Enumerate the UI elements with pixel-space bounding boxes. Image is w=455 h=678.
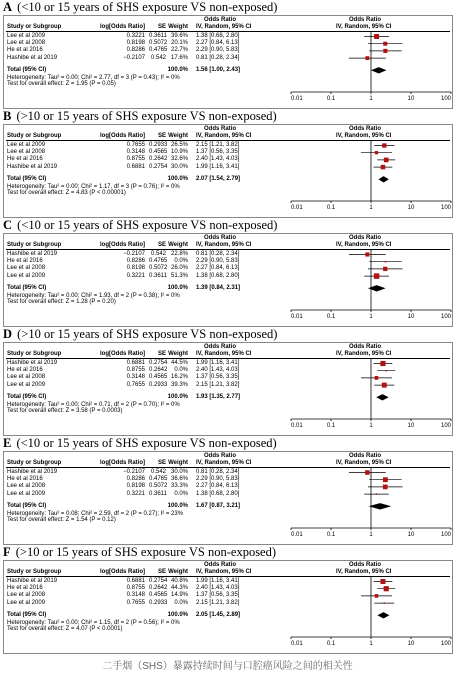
row-weight: 44.3% <box>170 585 188 592</box>
header-study: Study or Subgroup <box>7 24 62 30</box>
study-marker <box>384 158 389 163</box>
row-se: 0.3611 <box>149 272 167 279</box>
overall-effect-text: Test for overall effect: Z = 3.58 (P = 0.0003) <box>7 408 123 415</box>
row-log-or: 0.7655 <box>126 142 145 148</box>
header-study: Study or Subgroup <box>7 569 62 575</box>
x-axis-tick-label: 100 <box>440 314 451 320</box>
row-study: Hashibe et al 2019 <box>7 251 58 257</box>
row-ci: 1.38 [0.68, 2.80] <box>196 272 240 279</box>
header-odds-ratio-right: Odds Ratio <box>349 235 382 241</box>
header-odds-ratio-left: Odds Ratio <box>204 562 237 568</box>
study-marker <box>384 602 386 604</box>
row-log-or: 0.8755 <box>126 367 145 374</box>
row-ci: 1.37 [0.56, 3.35] <box>196 149 240 156</box>
header-weight: Weight <box>168 242 188 248</box>
row-se: 0.2933 <box>149 142 168 148</box>
total-ci: 1.56 [1.00, 2.43] <box>196 66 241 73</box>
row-study: Lee et al 2008 <box>7 265 46 272</box>
pooled-estimate-diamond <box>379 176 389 182</box>
row-weight: 0.0% <box>174 599 188 606</box>
forest-panel-b <box>0 109 455 218</box>
row-log-or: 0.3221 <box>126 272 145 279</box>
row-se: 0.3611 <box>149 33 167 39</box>
header-odds-ratio-right: Odds Ratio <box>349 17 382 23</box>
row-se: 0.2933 <box>149 599 168 606</box>
row-ci: 0.81 [0.28, 2.34] <box>196 251 240 257</box>
total-weight: 100.0% <box>167 611 188 618</box>
row-study: Hashibe et al 2019 <box>7 360 58 366</box>
study-marker <box>381 165 386 170</box>
x-axis-tick-label: 0.01 <box>291 96 303 102</box>
panel-subtitle: (<10 or 15 years of SHS exposure VS non-exposed) <box>14 0 278 14</box>
row-log-or: −0.2107 <box>123 54 145 61</box>
panel-letter: B <box>3 109 12 123</box>
total-label: Total (95% CI) <box>7 393 47 400</box>
row-se: 0.542 <box>150 469 166 475</box>
x-axis-tick-label: 10 <box>407 641 415 647</box>
study-marker <box>385 370 387 372</box>
total-ci: 2.07 [1.54, 2.79] <box>196 175 241 182</box>
forest-panel-f <box>0 545 455 654</box>
row-se: 0.5072 <box>149 265 168 272</box>
figure-caption: 二手烟（SHS）暴露持续时间与口腔癌风险之间的相关性 <box>102 661 353 672</box>
total-label: Total (95% CI) <box>7 611 47 618</box>
study-marker <box>380 361 385 366</box>
row-weight: 30.0% <box>170 469 188 475</box>
row-weight: 0.0% <box>174 258 188 265</box>
total-weight: 100.0% <box>167 284 188 291</box>
header-log-or: log[Odds Ratio] <box>100 460 145 466</box>
row-study: Lee et al 2009 <box>7 381 46 388</box>
total-label: Total (95% CI) <box>7 175 47 182</box>
row-ci: 1.38 [0.68, 2.80] <box>196 490 240 497</box>
row-ci: 1.37 [0.56, 3.35] <box>196 592 240 599</box>
x-axis-tick-label: 10 <box>407 532 415 538</box>
row-study: Lee et al 2009 <box>7 33 46 39</box>
row-log-or: 0.3148 <box>126 374 145 381</box>
row-study: Lee et al 2009 <box>7 272 46 279</box>
row-ci: 0.81 [0.28, 2.34] <box>196 54 240 61</box>
row-se: 0.4765 <box>149 258 168 265</box>
row-log-or: 0.3221 <box>126 490 145 497</box>
header-weight: Weight <box>168 24 188 30</box>
header-weight: Weight <box>168 569 188 575</box>
row-ci: 2.15 [1.21, 3.82] <box>196 381 240 388</box>
header-or-right: IV, Random, 95% CI <box>336 242 392 248</box>
panel-subtitle: (<10 or 15 years of SHS exposure VS non-exposed) <box>13 436 277 450</box>
overall-effect-text: Test for overall effect: Z = 1.54 (P = 0.12) <box>7 517 116 524</box>
row-ci: 2.40 [1.43, 4.03] <box>196 367 240 374</box>
header-or-right: IV, Random, 95% CI <box>336 24 392 30</box>
panel-letter: F <box>3 545 11 559</box>
row-weight: 40.8% <box>170 578 188 584</box>
row-weight: 22.7% <box>170 47 188 54</box>
header-odds-ratio-right: Odds Ratio <box>349 344 382 350</box>
heterogeneity-text: Heterogeneity: Tau² = 0.00; Chi² = 1.93, df = 2 (P = 0.38); I² = 0% <box>7 292 180 299</box>
row-se: 0.4565 <box>149 374 168 381</box>
row-se: 0.542 <box>150 251 166 257</box>
x-axis-tick-label: 0.01 <box>291 532 303 538</box>
row-log-or: 0.6881 <box>126 360 145 366</box>
forest-table <box>3 124 453 218</box>
x-axis-tick-label: 0.1 <box>326 96 336 102</box>
study-marker <box>383 485 388 490</box>
study-marker <box>375 594 379 598</box>
forest-plot-area <box>4 561 452 653</box>
row-weight: 0.0% <box>174 490 188 497</box>
row-weight: 30.0% <box>170 163 188 170</box>
total-ci: 1.67 [0.87, 3.21] <box>196 502 241 509</box>
row-weight: 39.6% <box>170 33 188 39</box>
study-marker <box>383 49 387 53</box>
pooled-estimate-diamond <box>376 394 388 400</box>
study-marker <box>383 267 387 271</box>
row-weight: 32.6% <box>170 156 188 163</box>
total-label: Total (95% CI) <box>7 284 47 291</box>
row-study: Hashibe et al 2019 <box>7 163 58 170</box>
row-study: He et al 2016 <box>7 367 43 374</box>
header-or-right: IV, Random, 95% CI <box>336 351 392 357</box>
header-or-right: IV, Random, 95% CI <box>336 569 392 575</box>
row-ci: 1.99 [1.16, 3.41] <box>196 578 240 584</box>
x-axis-tick-label: 0.01 <box>291 205 303 211</box>
heterogeneity-text: Heterogeneity: Tau² = 0.00; Chi² = 0.71, df = 2 (P = 0.70); I² = 0% <box>7 401 180 408</box>
forest-panel-c <box>0 218 455 327</box>
header-study: Study or Subgroup <box>7 242 62 248</box>
study-marker <box>365 470 370 475</box>
forest-plot-area <box>4 452 452 544</box>
header-log-or: log[Odds Ratio] <box>100 351 145 357</box>
row-study: Lee et al 2008 <box>7 483 46 490</box>
panel-letter: E <box>3 436 12 450</box>
header-or-left: IV, Random, 95% CI <box>196 242 252 248</box>
row-study: Lee et al 2008 <box>7 149 46 156</box>
header-or-left: IV, Random, 95% CI <box>196 460 252 466</box>
study-marker <box>376 493 378 495</box>
x-axis-tick-label: 10 <box>407 96 415 102</box>
total-weight: 100.0% <box>167 175 188 182</box>
header-odds-ratio-left: Odds Ratio <box>204 453 237 459</box>
row-log-or: 0.8198 <box>126 265 145 272</box>
panel-subtitle: (>10 or 15 years of SHS exposure VS non-exposed) <box>13 109 277 123</box>
header-log-or: log[Odds Ratio] <box>100 242 145 248</box>
row-study: He et al 2016 <box>7 476 43 483</box>
pooled-estimate-diamond <box>369 503 392 509</box>
header-se: SE <box>157 24 166 30</box>
panel-subtitle: (>10 or 15 years of SHS exposure VS non-exposed) <box>12 545 277 559</box>
header-odds-ratio-left: Odds Ratio <box>204 344 237 350</box>
overall-effect-text: Test for overall effect: Z = 1.95 (P = 0.05) <box>7 81 116 88</box>
row-weight: 33.3% <box>170 483 188 490</box>
study-marker <box>382 383 387 388</box>
row-log-or: 0.8755 <box>126 156 145 163</box>
x-axis-tick-label: 100 <box>440 205 451 211</box>
study-marker <box>382 143 386 147</box>
x-axis-tick-label: 10 <box>407 205 415 211</box>
study-marker <box>383 477 388 482</box>
header-odds-ratio-right: Odds Ratio <box>349 562 382 568</box>
forest-panel-e <box>0 436 455 545</box>
row-weight: 22.8% <box>170 251 188 257</box>
row-weight: 17.6% <box>170 54 188 61</box>
row-weight: 44.5% <box>170 360 188 366</box>
total-weight: 100.0% <box>167 502 188 509</box>
x-axis-tick-label: 0.01 <box>291 641 303 647</box>
header-weight: Weight <box>168 133 188 139</box>
forest-table <box>3 342 453 436</box>
study-marker <box>384 586 389 591</box>
header-odds-ratio-left: Odds Ratio <box>204 17 237 23</box>
row-study: Lee et al 2008 <box>7 592 46 599</box>
forest-panel-d <box>0 327 455 436</box>
x-axis-tick-label: 1 <box>369 205 373 211</box>
row-se: 0.2754 <box>149 360 168 366</box>
row-ci: 2.27 [0.84, 6.13] <box>196 40 240 47</box>
row-study: Lee et al 2009 <box>7 490 46 497</box>
total-ci: 1.39 [0.84, 2.31] <box>196 284 241 291</box>
forest-plot-area <box>4 343 452 435</box>
row-se: 0.2754 <box>149 163 168 170</box>
study-marker <box>375 151 378 154</box>
header-odds-ratio-right: Odds Ratio <box>349 126 382 132</box>
forest-table <box>3 560 453 654</box>
header-or-left: IV, Random, 95% CI <box>196 133 252 139</box>
row-log-or: 0.8286 <box>126 47 145 54</box>
header-study: Study or Subgroup <box>7 351 62 357</box>
row-weight: 0.0% <box>174 367 188 374</box>
row-weight: 14.9% <box>170 592 188 599</box>
row-ci: 2.15 [1.21, 3.82] <box>196 599 240 606</box>
forest-panel-a <box>0 0 455 109</box>
header-weight: Weight <box>168 460 188 466</box>
row-ci: 1.99 [1.16, 3.41] <box>196 360 240 366</box>
row-weight: 51.3% <box>170 272 188 279</box>
row-study: Hashibe et al 2019 <box>7 54 58 61</box>
row-weight: 26.5% <box>170 142 188 148</box>
header-odds-ratio-left: Odds Ratio <box>204 126 237 132</box>
x-axis-tick-label: 0.1 <box>326 423 336 429</box>
row-ci: 2.29 [0.90, 5.83] <box>196 258 240 265</box>
panel-title <box>3 545 276 559</box>
header-weight: Weight <box>168 351 188 357</box>
header-study: Study or Subgroup <box>7 460 62 466</box>
forest-plot-area <box>4 16 452 108</box>
x-axis-tick-label: 100 <box>440 532 451 538</box>
pooled-estimate-diamond <box>377 612 389 618</box>
forest-table <box>3 451 453 545</box>
x-axis-tick-label: 0.01 <box>291 314 303 320</box>
header-se: SE <box>157 569 166 575</box>
row-log-or: 0.6881 <box>126 578 145 584</box>
study-marker <box>365 252 369 256</box>
row-study: Lee et al 2008 <box>7 374 46 381</box>
pooled-estimate-diamond <box>371 67 386 73</box>
row-log-or: 0.7655 <box>126 599 145 606</box>
header-se: SE <box>157 242 166 248</box>
row-se: 0.2642 <box>149 367 168 374</box>
row-log-or: −0.2107 <box>123 469 145 475</box>
header-se: SE <box>157 460 166 466</box>
study-marker <box>383 42 387 46</box>
row-se: 0.2642 <box>149 156 168 163</box>
study-marker <box>380 579 385 584</box>
total-ci: 1.93 [1.35, 2.77] <box>196 393 241 400</box>
row-weight: 36.6% <box>170 476 188 483</box>
x-axis-tick-label: 100 <box>440 423 451 429</box>
row-log-or: 0.3221 <box>126 33 145 39</box>
row-log-or: −0.2107 <box>123 251 145 257</box>
panel-title <box>3 0 277 14</box>
header-or-right: IV, Random, 95% CI <box>336 133 392 139</box>
row-study: Hashibe et al 2019 <box>7 578 58 584</box>
x-axis-tick-label: 10 <box>407 423 415 429</box>
row-ci: 2.29 [0.90, 5.83] <box>196 476 240 483</box>
row-study: Hashibe et al 2019 <box>7 469 58 475</box>
header-study: Study or Subgroup <box>7 133 62 139</box>
row-weight: 39.3% <box>170 381 188 388</box>
row-weight: 26.0% <box>170 265 188 272</box>
row-study: Lee et al 2009 <box>7 142 46 148</box>
heterogeneity-text: Heterogeneity: Tau² = 0.08; Chi² = 2.59, df = 2 (P = 0.27); I² = 23% <box>7 510 184 517</box>
panel-title <box>3 436 277 450</box>
row-se: 0.542 <box>150 54 166 61</box>
row-study: He et al 2016 <box>7 156 43 163</box>
row-study: Lee et al 2008 <box>7 40 46 47</box>
row-se: 0.4765 <box>149 476 168 483</box>
header-se: SE <box>157 133 166 139</box>
row-log-or: 0.8286 <box>126 258 145 265</box>
row-log-or: 0.8198 <box>126 483 145 490</box>
row-ci: 2.27 [0.84, 6.13] <box>196 265 240 272</box>
x-axis-tick-label: 10 <box>407 314 415 320</box>
forest-table <box>3 15 453 109</box>
total-weight: 100.0% <box>167 393 188 400</box>
row-log-or: 0.6881 <box>126 163 145 170</box>
study-marker <box>375 376 379 380</box>
row-se: 0.2754 <box>149 578 168 584</box>
header-or-right: IV, Random, 95% CI <box>336 460 392 466</box>
header-log-or: log[Odds Ratio] <box>100 569 145 575</box>
row-se: 0.4765 <box>149 47 168 54</box>
row-weight: 16.2% <box>170 374 188 381</box>
row-ci: 1.37 [0.56, 3.35] <box>196 374 240 381</box>
row-log-or: 0.7655 <box>126 381 145 388</box>
x-axis-tick-label: 100 <box>440 641 451 647</box>
heterogeneity-text: Heterogeneity: Tau² = 0.00; Chi² = 2.77, df = 3 (P = 0.43); I² = 0% <box>7 74 180 81</box>
panel-title <box>3 218 277 232</box>
header-or-left: IV, Random, 95% CI <box>196 351 252 357</box>
row-log-or: 0.8755 <box>126 585 145 592</box>
panel-title <box>3 109 277 123</box>
study-marker <box>374 34 379 39</box>
row-ci: 1.99 [1.16, 3.41] <box>196 163 240 170</box>
total-label: Total (95% CI) <box>7 502 47 509</box>
row-se: 0.5072 <box>149 40 168 47</box>
total-weight: 100.0% <box>167 66 188 73</box>
row-weight: 20.1% <box>170 40 188 47</box>
total-label: Total (95% CI) <box>7 66 47 73</box>
forest-plot-area <box>4 234 452 326</box>
row-ci: 2.15 [1.21, 3.82] <box>196 142 240 148</box>
row-se: 0.2642 <box>149 585 168 592</box>
row-study: He et al 2016 <box>7 258 43 265</box>
x-axis-tick-label: 1 <box>369 532 373 538</box>
forest-plot-area <box>4 125 452 217</box>
row-weight: 10.9% <box>170 149 188 156</box>
header-odds-ratio-left: Odds Ratio <box>204 235 237 241</box>
panel-subtitle: (<10 or 15 years of SHS exposure VS non-exposed) <box>14 218 278 232</box>
study-marker <box>365 56 369 60</box>
x-axis-tick-label: 0.1 <box>326 532 336 538</box>
overall-effect-text: Test for overall effect: Z = 4.07 (P < 0.0001) <box>7 626 123 633</box>
row-se: 0.5072 <box>149 483 168 490</box>
forest-table <box>3 233 453 327</box>
row-se: 0.4565 <box>149 592 168 599</box>
row-study: He et al 2016 <box>7 585 43 592</box>
study-marker <box>374 273 379 278</box>
row-ci: 1.38 [0.68, 2.80] <box>196 33 240 39</box>
panel-letter: D <box>3 327 13 341</box>
row-log-or: 0.3148 <box>126 149 145 156</box>
row-ci: 2.27 [0.84, 6.13] <box>196 483 240 490</box>
x-axis-tick-label: 1 <box>369 423 373 429</box>
x-axis-tick-label: 1 <box>369 641 373 647</box>
header-or-left: IV, Random, 95% CI <box>196 569 252 575</box>
heterogeneity-text: Heterogeneity: Tau² = 0.00; Chi² = 1.15, df = 2 (P = 0.56); I² = 0% <box>7 619 180 626</box>
panel-subtitle: (>10 or 15 years of SHS exposure VS non-exposed) <box>14 327 278 341</box>
overall-effect-text: Test for overall effect: Z = 4.83 (P < 0.00001) <box>7 190 126 197</box>
row-se: 0.2933 <box>149 381 168 388</box>
row-ci: 2.40 [1.43, 4.03] <box>196 156 240 163</box>
x-axis-tick-label: 0.1 <box>326 314 336 320</box>
row-ci: 2.40 [1.43, 4.03] <box>196 585 240 592</box>
row-ci: 0.81 [0.28, 2.34] <box>196 469 240 475</box>
x-axis-tick-label: 0.1 <box>326 641 336 647</box>
row-log-or: 0.8198 <box>126 40 145 47</box>
row-se: 0.3611 <box>149 490 167 497</box>
total-ci: 2.05 [1.45, 2.89] <box>196 611 241 618</box>
header-log-or: log[Odds Ratio] <box>100 24 145 30</box>
row-se: 0.4565 <box>149 149 168 156</box>
heterogeneity-text: Heterogeneity: Tau² = 0.00; Chi² = 1.17, df = 3 (P = 0.76); I² = 0% <box>7 183 180 190</box>
header-log-or: log[Odds Ratio] <box>100 133 145 139</box>
header-se: SE <box>157 351 166 357</box>
header-or-left: IV, Random, 95% CI <box>196 24 252 30</box>
row-log-or: 0.8286 <box>126 476 145 483</box>
header-odds-ratio-right: Odds Ratio <box>349 453 382 459</box>
x-axis-tick-label: 1 <box>369 96 373 102</box>
x-axis-tick-label: 1 <box>369 314 373 320</box>
panel-letter: A <box>3 0 13 14</box>
row-ci: 2.29 [0.90, 5.83] <box>196 47 240 54</box>
overall-effect-text: Test for overall effect: Z = 1.28 (P = 0.20) <box>7 299 116 306</box>
row-study: He et al 2016 <box>7 47 43 54</box>
panel-title <box>3 327 277 341</box>
row-study: Lee et al 2009 <box>7 599 46 606</box>
x-axis-tick-label: 0.01 <box>291 423 303 429</box>
x-axis-tick-label: 100 <box>440 96 451 102</box>
row-log-or: 0.3148 <box>126 592 145 599</box>
study-marker <box>385 261 387 263</box>
panel-letter: C <box>3 218 13 232</box>
x-axis-tick-label: 0.1 <box>326 205 336 211</box>
